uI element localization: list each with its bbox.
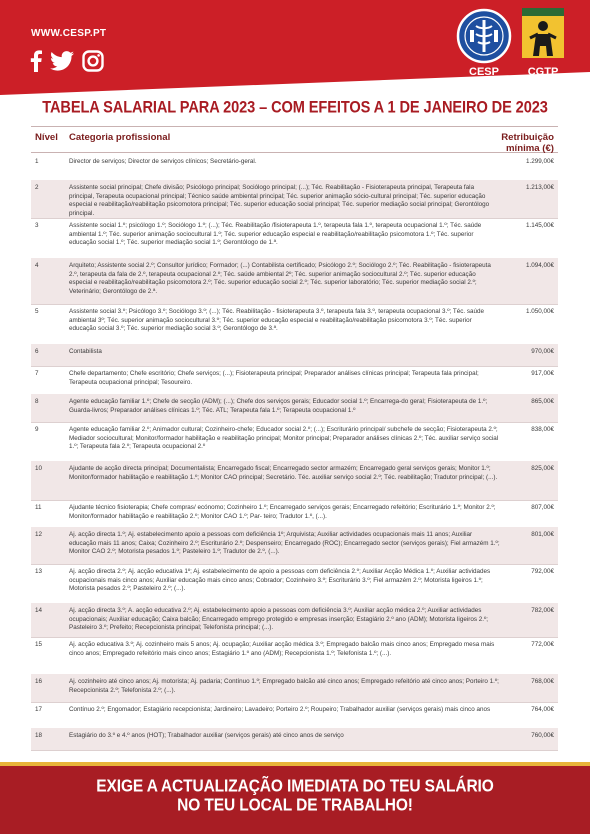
cell-category: Contínuo 2.º; Engomador; Estagiário recepcionista; Jardineiro; Lavadeiro; Porteiro 2.º; Roupeiro; Trabalhador auxiliar (serviços gerais) mais cinco anos <box>69 706 491 713</box>
cell-pay: 772,00€ <box>531 641 554 648</box>
table-row <box>31 702 558 728</box>
cell-category: Assistente social 3.º; Psicólogo 3.º; Sociólogo 3.º; (...); Téc. Reabilitação - fisioterapeuta 3.º, terapeuta fala 3.º, terapeuta ocupacional 3.º; Téc. saúde ambiental 3º; Téc. superior animação sociocultural 3.º; Téc. superior educação especial e reabilitação/reabilitação psicomotora 3.º; Téc. superior educação social 3.º; Téc. superior mediação social 3.º; Gerontólogo de 3.ª. <box>69 308 485 333</box>
cell-category: Assistente social principal; Chefe divisão; Psicólogo principal; Sociólogo principal; (...); Téc. Reabilitação - Fisioterapeuta principal, Terapeuta fala principal, Terapeuta ocupacional principal; Técnico saúde ambiental principal; Téc. superior animação sócio-cultural principal; Téc. superior educação especial e reabilitação/reabilitação psicomotora principal; Téc. superior educação social principal; Téc. superior mediação social principal; Gerontólogo principal. <box>69 184 490 218</box>
cell-pay: 865,00€ <box>531 398 554 405</box>
cell-pay: 1.299,00€ <box>525 158 554 165</box>
cell-level: 17 <box>35 706 43 713</box>
cesp-logo-text: CESP <box>469 66 499 78</box>
table-row <box>31 564 558 603</box>
cell-pay: 760,00€ <box>531 732 554 739</box>
cell-pay: 764,00€ <box>531 706 554 713</box>
cell-pay: 917,00€ <box>531 370 554 377</box>
header-category: Categoria profissional <box>69 132 171 143</box>
cell-level: 16 <box>35 678 43 685</box>
header-banner <box>0 0 590 95</box>
cell-category: Arquiteto; Assistente social 2.º; Consultor jurídico; Formador; (...) Contabilista certificado; Psicólogo 2.º; Sociólogo 2.º; Téc. Reabilitação - fisioterapeuta 2.º, terapeuta da fala de 2.º, terapeuta ocupacional 2.º; Téc. saúde ambiental 2º; Téc. superior animação sociocultural 2.º; Téc. superior educação especial e reabilitação/reabilitação psicomotora 2.º; Téc. superior educação social 2.º; Téc. superior laboratório; Téc. superior mediação social 2.º; Veterinário; Gerontólogo de 2.ª. <box>69 262 491 296</box>
table-row <box>31 603 558 637</box>
footer-slogan-line2: NO TEU LOCAL DE TRABALHO! <box>177 795 413 815</box>
cell-pay: 1.145,00€ <box>525 222 554 229</box>
table-row <box>31 154 558 180</box>
table-row <box>31 500 558 527</box>
cgtp-logo-subtext: INTERSINDICAL NACIONAL <box>530 79 556 87</box>
cell-category: Director de serviços; Director de serviços clínicos; Secretário-geral. <box>69 158 257 165</box>
cell-level: 11 <box>35 504 42 511</box>
header-pay-line1: Retribuição <box>501 132 554 143</box>
cesp-emblem-icon <box>454 8 514 68</box>
cell-level: 7 <box>35 370 39 377</box>
cgtp-logo <box>522 8 564 86</box>
cell-category: Ajudante de acção directa principal; Documentalista; Encarregado fiscal; Encarregado sector armazém; Encarregado geral serviços gerais; Monitor 1.º; Monitor/formador habilitação e reabilitação 1.º; Monitor CAO principal; Secretário. Téc. auxiliar serviço social 2.º; Téc. reabilitação; Tradutor principal; (...). <box>69 465 498 481</box>
cesp-logo <box>454 8 514 86</box>
cgtp-logo-text: CGTP <box>527 66 559 78</box>
cell-pay: 825,00€ <box>531 465 554 472</box>
cell-category: Assistente social 1.º; psicólogo 1.º; Sociólogo 1.º; (...); Téc. Reabilitação /fisioterapeuta 1.º, terapeuta fala 1.º, terapeuta ocupacional 1.º; Téc. saúde ambiental 1.º; Téc. superior animação sociocultural 1.º; Téc. superior educação especial e reabilitação/reabilitação psicomotora 1.º; Téc. superior educação social 1.º; Téc. superior mediação social 1.º; Gerontólogo de 1.ª. <box>69 222 482 247</box>
cell-pay: 792,00€ <box>531 568 554 575</box>
cell-pay: 1.094,00€ <box>525 262 554 269</box>
table-row <box>31 258 558 304</box>
cell-category: Ajudante técnico fisioterapia; Chefe compras/ ecónomo; Cozinheiro 1.º; Encarregado serviços gerais; Encarregado refeitório; Escriturário 1.º; Monitor 2.º; Monitor/formador habilitação e reabilitação 2.º; Monitor CAO 1.º; Par- teiro; Tradutor 1.º, (...). <box>69 504 496 520</box>
cell-pay: 782,00€ <box>531 607 554 614</box>
cell-level: 18 <box>35 732 43 739</box>
cell-level: 4 <box>35 262 39 269</box>
cell-level: 10 <box>35 465 43 472</box>
row-divider <box>31 750 558 751</box>
cell-category: Aj. acção educativa 3.º; Aj. cozinheiro mais 5 anos; Aj. ocupação; Auxiliar acção médica 3.º; Empregado balcão mais cinco anos; Empregado mesa mais cinco anos; Empregado refeitório mais cinco anos; Estagiário 1.º ano (ADM); Recepcionista 1.º; Telefonista 1.º; (...). <box>69 641 495 657</box>
cell-category: Agente educação familiar 2.º; Animador cultural; Cozinheiro-chefe; Educador social 2.º; (...); Escriturário principal/ subchefe de secção; Fisioterapeuta 2.º; Mediador sociocultural; Monitor/formador habilitação e reabilitação principal; Monitor principal; Preparador análises clínicas 2.º; Téc. auxiliar serviço social 1.º; Terapeuta fala 2.º; Terapeuta ocupacional 2.º <box>69 426 499 451</box>
cell-pay: 1.050,00€ <box>525 308 554 315</box>
table-header <box>31 126 558 153</box>
table-row <box>31 344 558 366</box>
table-row <box>31 394 558 422</box>
cell-category: Aj. acção directa 3.º; A. acção educativa 2.º; Aj. estabelecimento apoio a pessoas com deficiência 3.º; Auxiliar acção médica 2.º; Auxiliar actividades ocupacionais; Auxiliar educação; Caixa balcão; Encarregado emprego protegido e empresas inserção; Estagiário 2.º ano (ADM); Motorista ligeiros 2.º; Pasteleiro 3.º; Prefeito; Recepcionista principal; Telefonista principal; (...). <box>69 607 489 632</box>
cell-level: 3 <box>35 222 39 229</box>
twitter-icon[interactable] <box>50 51 74 71</box>
social-links <box>30 50 104 72</box>
cell-category: Agente educação familiar 1.º; Chefe de secção (ADM); (...); Chefe dos serviços gerais; Educador social 1.º; Encarrega-do geral; Fisioterapeuta de 1.º; Guarda-livros; Preparador análises clínicas 1.º; Téc. ATL; Terapeuta fala 1.º; Terapeuta ocupacional 1.º <box>69 398 488 414</box>
cell-level: 8 <box>35 398 39 405</box>
cell-category: Aj. cozinheiro até cinco anos; Aj. motorista; Aj. padaria; Contínuo 1.º; Empregado balcão até cinco anos; Empregado refeitório até cinco anos; Porteiro 1.º; Recepcionista 2.º; Telefonista 2.º; (...). <box>69 678 499 694</box>
header-pay <box>501 132 554 154</box>
footer-gold-stripe <box>0 762 590 766</box>
website-url[interactable]: WWW.CESP.PT <box>31 28 107 39</box>
cell-pay: 838,00€ <box>531 426 554 433</box>
page-title: TABELA SALARIAL PARA 2023 – COM EFEITOS A 1 DE JANEIRO DE 2023 <box>42 98 548 118</box>
table-row <box>31 422 558 461</box>
cell-level: 15 <box>35 641 43 648</box>
footer-slogan-line1: EXIGE A ACTUALIZAÇÃO IMEDIATA DO TEU SALÁRIO <box>96 776 494 796</box>
cell-pay: 970,00€ <box>531 348 554 355</box>
logos <box>454 8 564 86</box>
instagram-icon[interactable] <box>82 50 104 72</box>
cell-level: 5 <box>35 308 39 315</box>
cell-level: 13 <box>35 568 43 575</box>
table-row <box>31 728 558 750</box>
cell-level: 2 <box>35 184 39 191</box>
table-row <box>31 637 558 674</box>
cell-pay: 801,00€ <box>531 531 554 538</box>
cgtp-emblem-icon <box>522 8 564 68</box>
cell-pay: 807,00€ <box>531 504 554 511</box>
salary-table <box>31 126 558 739</box>
facebook-icon[interactable] <box>30 50 42 72</box>
cell-level: 6 <box>35 348 39 355</box>
cell-pay: 768,00€ <box>531 678 554 685</box>
table-row <box>31 674 558 702</box>
cell-level: 1 <box>35 158 39 165</box>
cell-category: Aj. acção directa 2.º; Aj. acção educativa 1º; Aj. estabelecimento de apoio a pessoas com deficiência 2.º; Auxiliar Acção Médica 1.º; Auxiliar actividades ocupacionais mais cinco anos; Auxiliar educação mais cinco anos; Cobrador; Cozinheiro 3.º; Escriturário 3.º; Fiel armazém 2.º; Motorista ligeiros 1.º; Motorista pesados 2.º; Pasteleiro 2.º; (...). <box>69 568 491 593</box>
cell-category: Contabilista <box>69 348 102 355</box>
table-row <box>31 461 558 500</box>
table-row <box>31 366 558 394</box>
cell-pay: 1.213,00€ <box>525 184 554 191</box>
cell-category: Chefe departamento; Chefe escritório; Chefe serviços; (...); Fisioterapeuta principal; Preparador análises clínicas principal; Terapeuta fala principal; Terapeuta ocupacional principal; Tesoureiro. <box>69 370 479 386</box>
cell-category: Aj. acção directa 1.º; Aj. estabelecimento apoio a pessoas com deficiência 1º; Arquivista; Auxiliar actividades ocupacionais mais 11 anos; Auxiliar educação mais 11 anos; Caixa; Cozinheiro 2.º; Escriturário 2.º; Despenseiro; Encarregado (ROC); Encarregado sector (serviços gerais); Fiel armazém 1.º; Monitor CAO 2.º; Motorista pesados 1.º; Pasteleiro 1.º; Tradutor de 2.º, (...). <box>69 531 500 556</box>
table-row <box>31 180 558 218</box>
cell-level: 12 <box>35 531 43 538</box>
cell-category: Estagiário do 3.º e 4.º anos (HOT); Trabalhador auxiliar (serviços gerais) até cinco anos de serviço <box>69 732 344 739</box>
table-row <box>31 218 558 258</box>
table-row <box>31 304 558 344</box>
cell-level: 14 <box>35 607 43 614</box>
header-pay-line2: mínima (€) <box>506 143 554 155</box>
header-level: Nível <box>35 132 58 143</box>
cell-level: 9 <box>35 426 39 433</box>
table-row <box>31 527 558 564</box>
